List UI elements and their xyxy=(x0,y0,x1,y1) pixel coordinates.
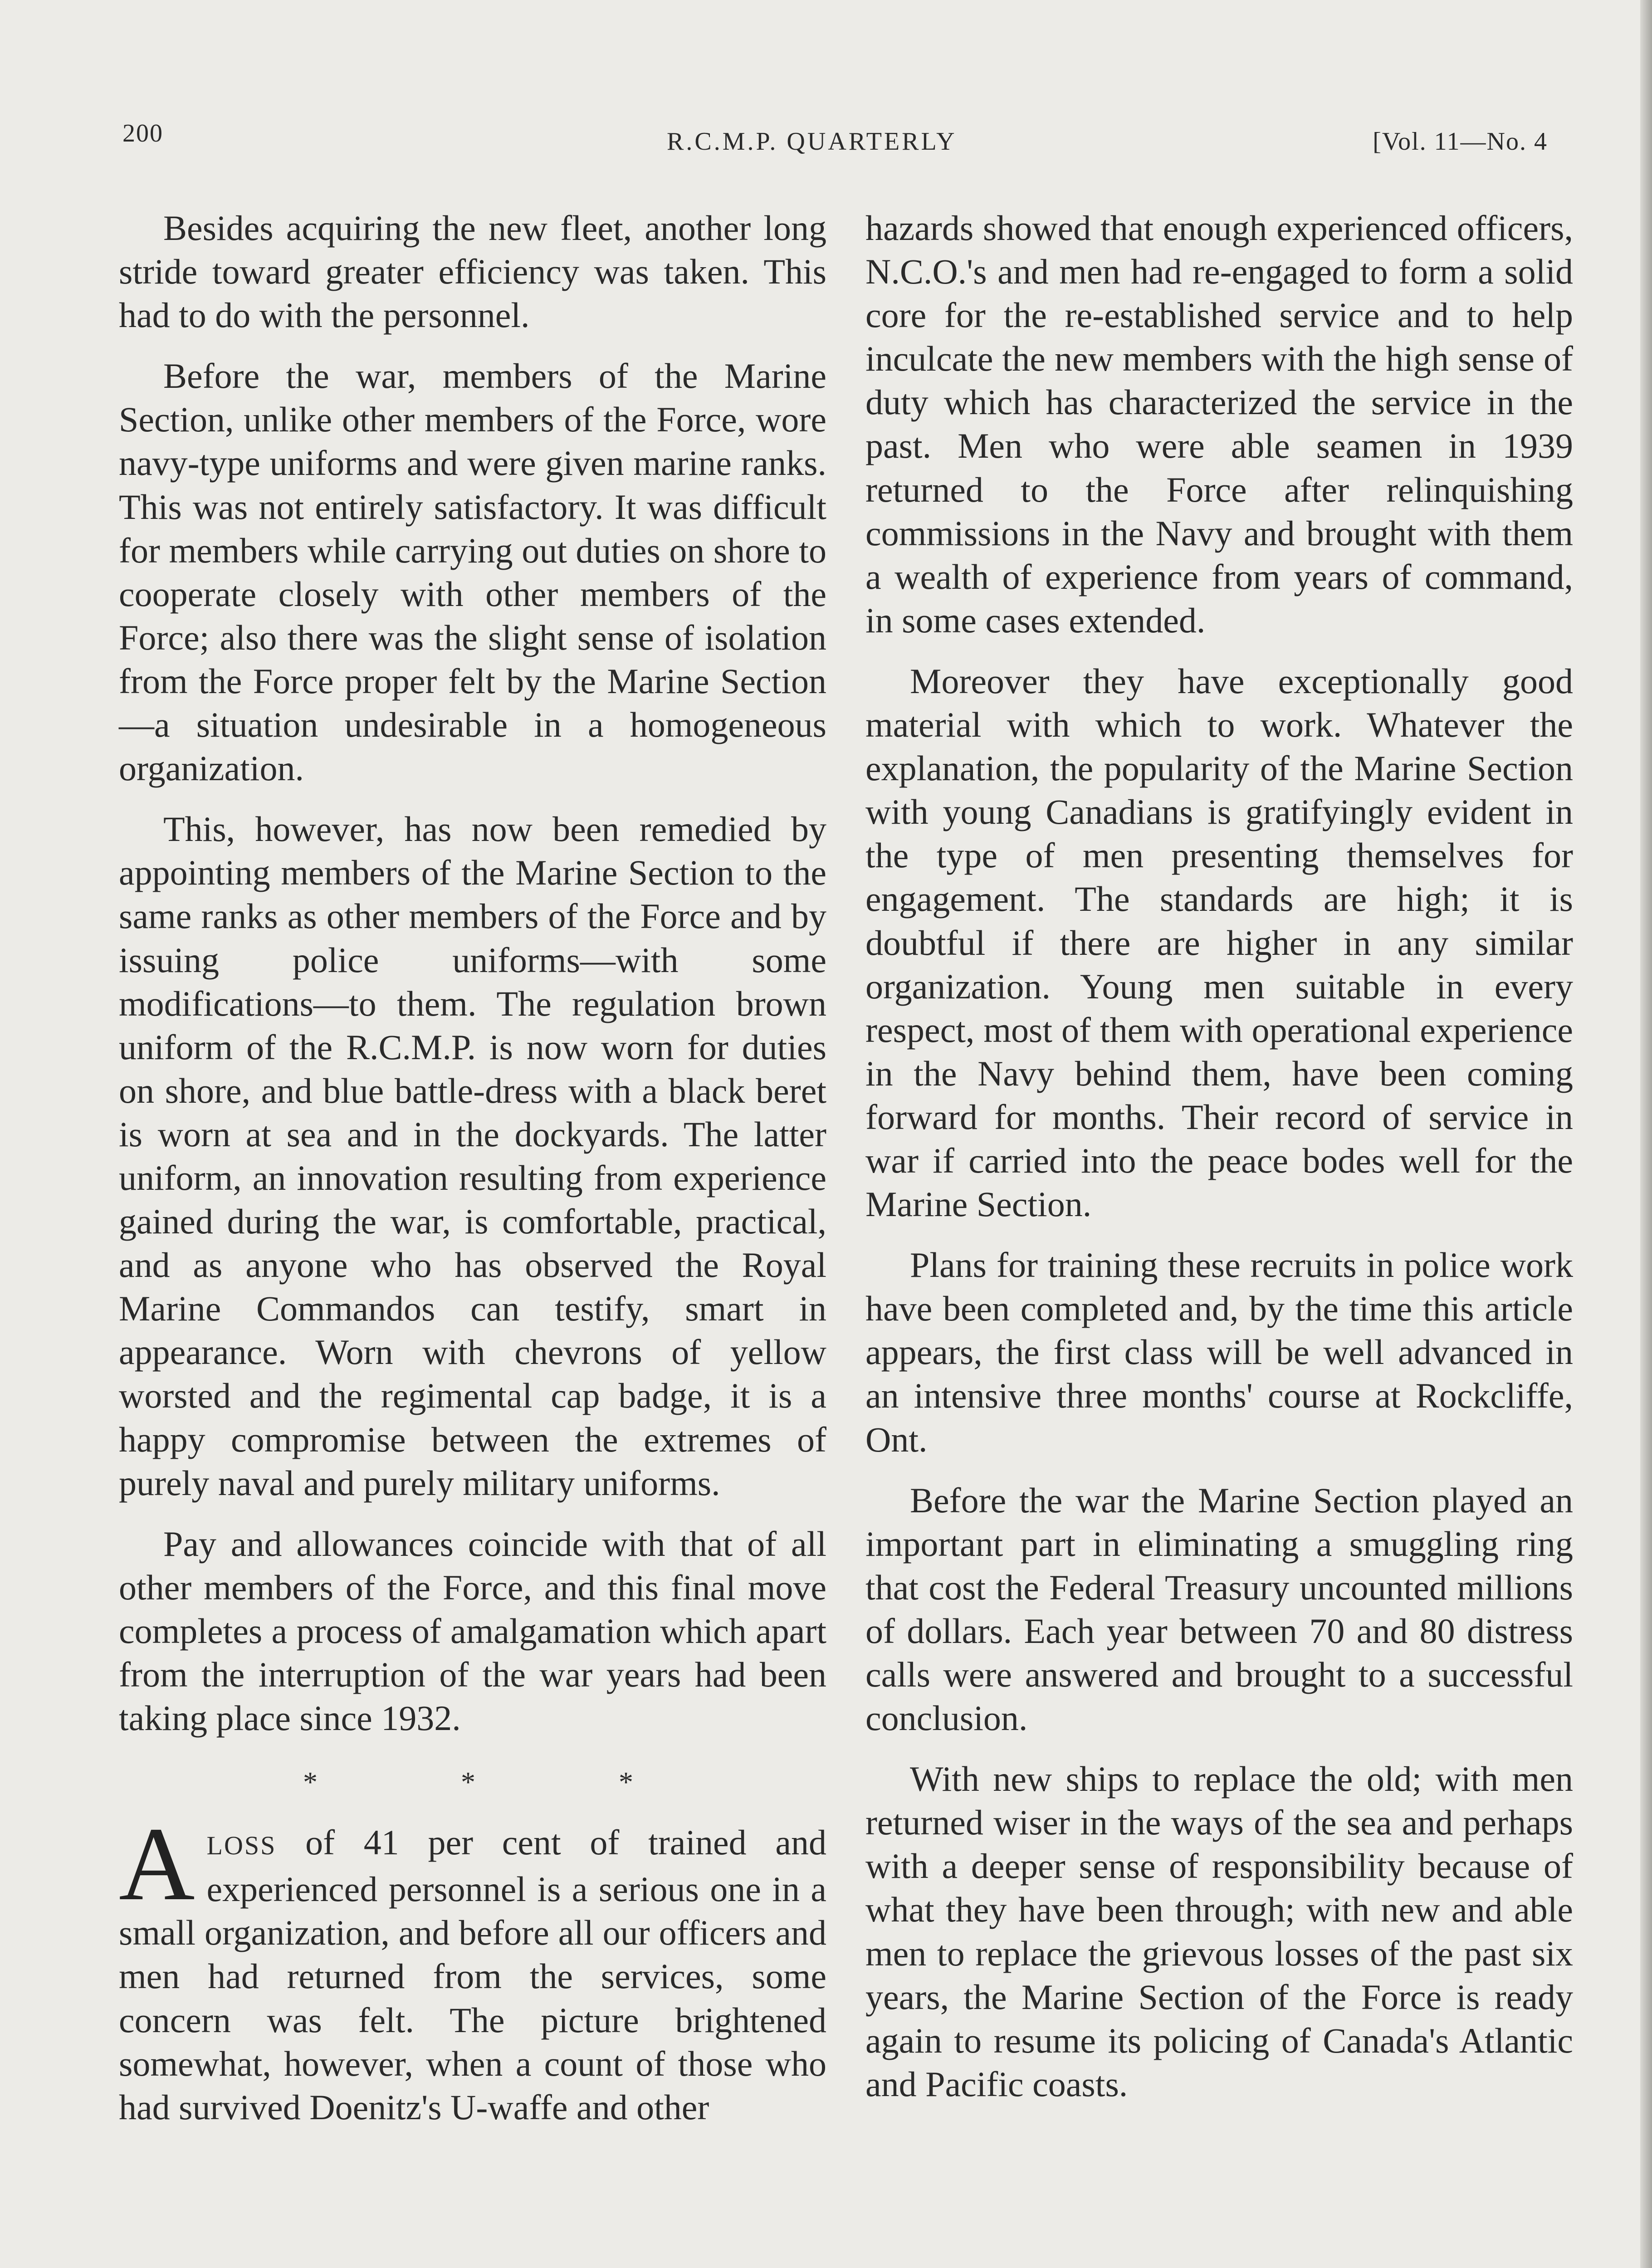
paragraph: Before the war the Marine Section played an important part in eliminating a smuggling ring that cost the Federal Treasury uncounted millions of dollars. Each year between 70 and 80 distress calls were answered and brought to a successful conclusion. xyxy=(865,1480,1573,1738)
paragraph: Before the war, members of the Marine Section, unlike other members of the Force, wore navy-type uniforms and were given marine ranks. This was not entirely satisfactory. It was difficult for members while carrying out duties on shore to cooperate closely with other members of the Force; also there was the slight sense of isolation from the Force proper felt by the Marine Section—a situation undesirable in a homogeneous organization. xyxy=(119,356,826,788)
paragraph: Plans for training these recruits in police work have been completed and, by the time this article appears, the first class will be well advanced in an intensive three months' course at Rockcliffe, Ont. xyxy=(865,1245,1573,1459)
section-separator: * * * xyxy=(303,1766,701,1799)
page-number: 200 xyxy=(122,119,163,147)
volume-issue: [Vol. 11—No. 4 xyxy=(1373,127,1548,156)
dropcap-smallcaps: LOSS xyxy=(206,1831,277,1861)
continued-paragraph: hazards showed that enough experienced officers, N.C.O.'s and men had re-engaged to form a solid core for the re-established service and to help inculcate the new members with the high sense of duty which has characterized the service in the past. Men who were able seamen in 1939 returned to the Force after relinquishing commissions in the Navy and brought with them a wealth of experience from years of command, in some cases extended. xyxy=(865,208,1573,640)
paragraph: Pay and allowances coincide with that of all other members of the Force, and this final move completes a process of amalgamation which apart from the interruption of the war years had been taking place since 1932. xyxy=(119,1524,826,1738)
dropcap-paragraph-text: of 41 per cent of trained and experienced personnel is a serious one in a small organization, and before all our officers and men had returned from the services, some concern was felt. The picture brightened somewhat, however, when a count of those who had survived Doenitz's U-waffe and other xyxy=(119,1823,826,2127)
left-column xyxy=(119,206,826,2146)
running-title: R.C.M.P. QUARTERLY xyxy=(667,127,957,156)
right-column xyxy=(865,206,1573,2123)
paragraph: With new ships to replace the old; with men returned wiser in the ways of the sea and perhaps with a deeper sense of responsibility because of what they have been through; with new and able men to replace the grievous losses of the past six years, the Marine Section of the Force is ready again to resume its policing of Canada's Atlantic and Pacific coasts. xyxy=(865,1759,1573,2104)
dropcap-letter: A xyxy=(119,1806,195,1923)
page-header xyxy=(114,119,1548,160)
page-edge-shadow xyxy=(1640,0,1652,2268)
dropcap-paragraph xyxy=(119,1806,826,2129)
paragraph: This, however, has now been remedied by appointing members of the Marine Section to the same ranks as other members of the Force and by issuing police uniforms—with some modifications—to them. The regulation brown uniform of the R.C.M.P. is now worn for duties on shore, and blue battle-dress with a black beret is worn at sea and in the dockyards. The latter uniform, an innovation resulting from experience gained during the war, is comfortable, practical, and as anyone who has observed the Royal Marine Commandos can testify, smart in appearance. Worn with chevrons of yellow worsted and the regimental cap badge, it is a happy compromise between the extremes of purely naval and purely military uniforms. xyxy=(119,809,826,1503)
paragraph: Moreover they have exceptionally good material with which to work. Whatever the explanation, the popularity of the Marine Section with young Canadians is gratifyingly evident in the type of men presenting themselves for engagement. The standards are high; it is doubtful if there are higher in any similar organization. Young men suitable in every respect, most of them with operational experience in the Navy behind them, have been coming forward for months. Their record of service in war if carried into the peace bodes well for the Marine Section. xyxy=(865,661,1573,1224)
paragraph: Besides acquiring the new fleet, another long stride toward greater efficiency was taken. This had to do with the personnel. xyxy=(119,208,826,335)
